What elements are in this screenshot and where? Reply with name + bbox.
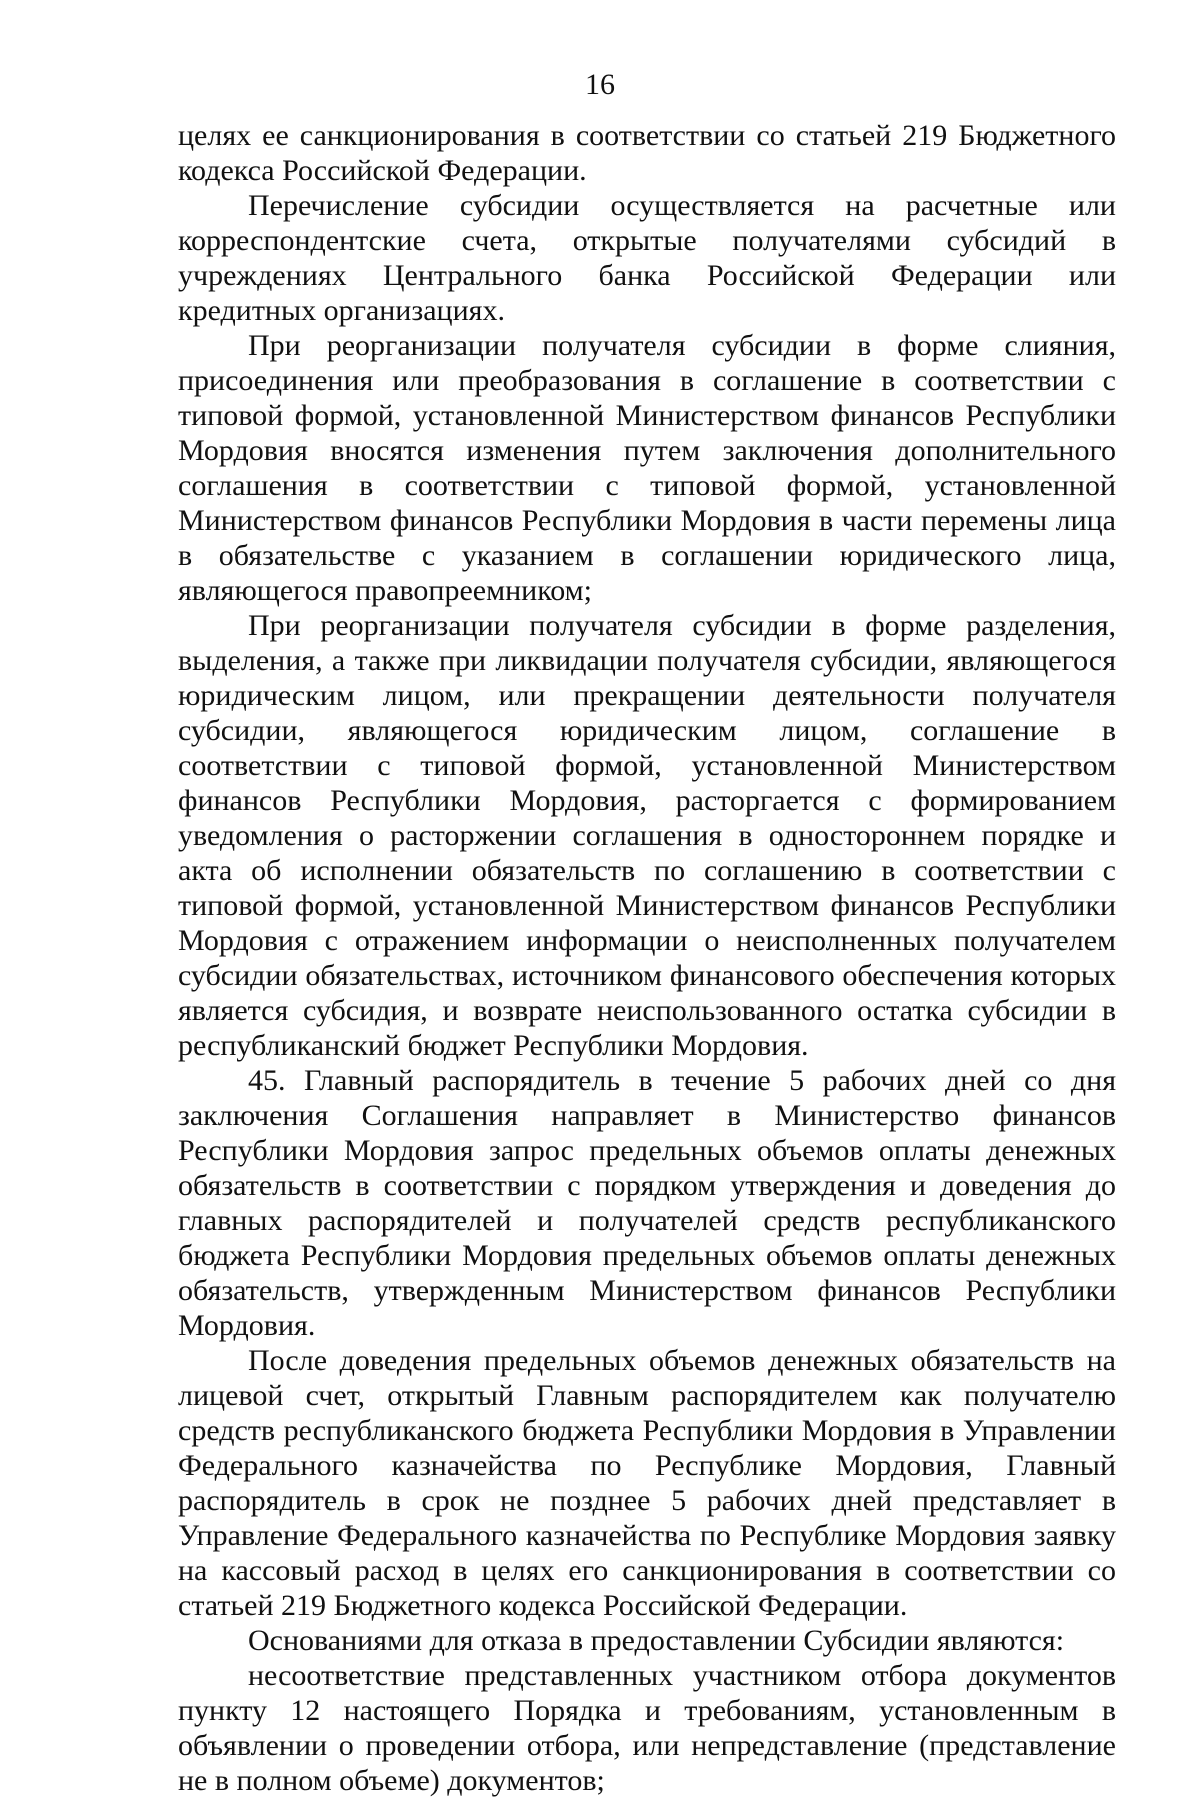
paragraph-reorganization-division: При реорганизации получателя субсидии в форме разделения, выделения, а также при ликвидации получателя субсидии, являющегося юридическим лицом, или прекращении деятельности получателя субсидии, являющегося юридическим лицом, соглашение в соответствии с типовой формой, установленной Министерством финансов Республики Мордовия, расторгается с формированием уведомления о расторжении соглашения в одностороннем порядке и акта об исполнении обязательств по соглашению в соответствии с типовой формой, установленной Министерством финансов Республики Мордовия с отражением информации о неисполненных получателем субсидии обязательствах, источником финансового обеспечения которых является субсидия, и возврате неиспользованного остатка субсидии в республиканский бюджет Республики Мордовия. bbox=[178, 609, 1116, 1062]
document-body bbox=[178, 118, 1116, 1798]
page-number: 16 bbox=[585, 68, 615, 101]
paragraph-continuation: целях ее санкционирования в соответствии со статьей 219 Бюджетного кодекса Российской Федерации. bbox=[178, 119, 1116, 187]
paragraph-after-limits: После доведения предельных объемов денежных обязательств на лицевой счет, открытый Главным распорядителем как получателю средств республиканского бюджета Республики Мордовия в Управлении Федерального казначейства по Республике Мордовия, Главный распорядитель в срок не позднее 5 рабочих дней представляет в Управление Федерального казначейства по Республике Мордовия заявку на кассовый расход в целях его санкционирования в соответствии со статьей 219 Бюджетного кодекса Российской Федерации. bbox=[178, 1344, 1116, 1622]
paragraph-refusal-grounds: Основаниями для отказа в предоставлении Субсидии являются: bbox=[248, 1624, 1065, 1657]
paragraph-transfer: Перечисление субсидии осуществляется на расчетные или корреспондентские счета, открытые получателями субсидий в учреждениях Центрального банка Российской Федерации или кредитных организациях. bbox=[178, 189, 1116, 327]
paragraph-item-45: 45. Главный распорядитель в течение 5 рабочих дней со дня заключения Соглашения направляет в Министерство финансов Республики Мордовия запрос предельных объемов оплаты денежных обязательств в соответствии с порядком утверждения и доведения до главных распорядителей и получателей средств республиканского бюджета Республики Мордовия предельных объемов оплаты денежных обязательств, утвержденным Министерством финансов Республики Мордовия. bbox=[178, 1064, 1116, 1342]
paragraph-refusal-item: несоответствие представленных участником отбора документов пункту 12 настоящего Порядка и требованиям, установленным в объявлении о проведении отбора, или непредставление (представление не в полном объеме) документов; bbox=[178, 1659, 1116, 1797]
paragraph-reorganization-merger: При реорганизации получателя субсидии в форме слияния, присоединения или преобразования в соглашение в соответствии с типовой формой, установленной Министерством финансов Республики Мордовия вносятся изменения путем заключения дополнительного соглашения в соответствии с типовой формой, установленной Министерством финансов Республики Мордовия в части перемены лица в обязательстве с указанием в соглашении юридического лица, являющегося правопреемником; bbox=[178, 329, 1116, 607]
